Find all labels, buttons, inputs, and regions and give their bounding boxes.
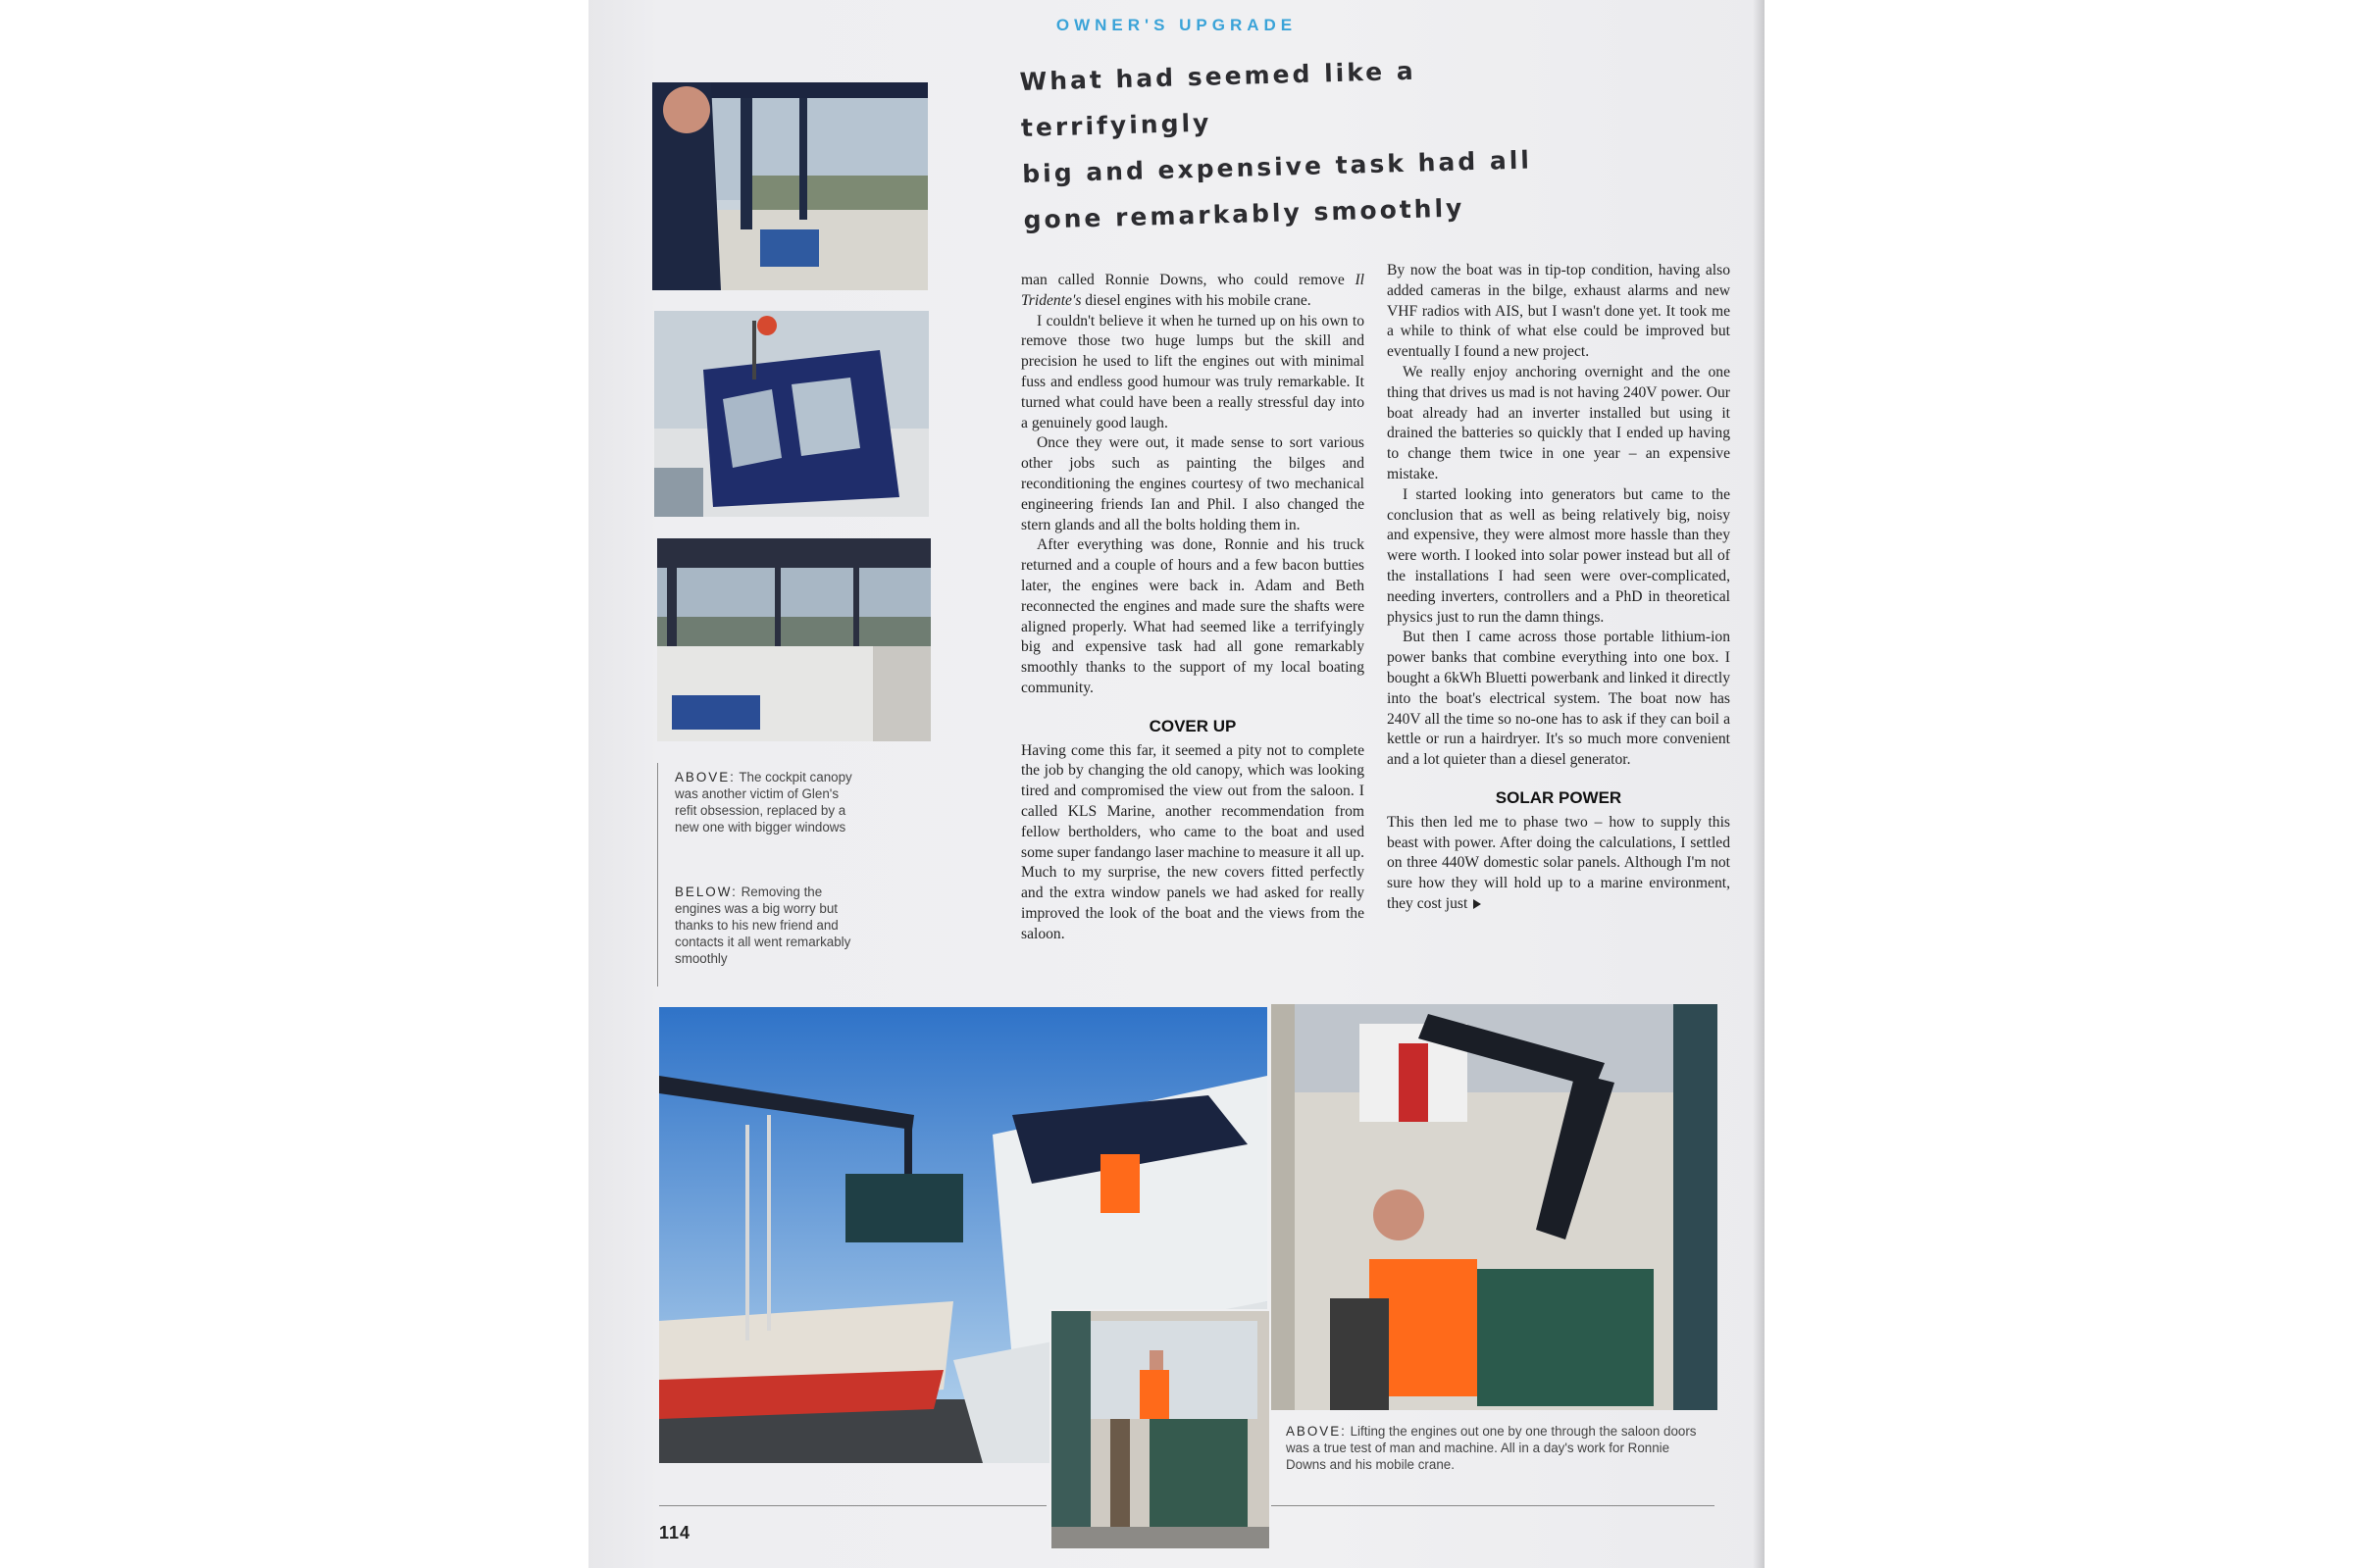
- page-number: 114: [659, 1523, 691, 1543]
- caption-above: [675, 769, 861, 835]
- photo-engine-saloon: [1049, 1309, 1271, 1550]
- photo-engine-room: [1271, 1004, 1717, 1410]
- caption-above-text: The cockpit canopy was another victim of Glen's refit obsession, replaced by a new one with bigger windows: [675, 770, 852, 835]
- col1-p1-text-a: man called Ronnie Downs, who could remove: [1021, 272, 1356, 288]
- footer-rule-right: [1271, 1505, 1714, 1506]
- col2-paragraph-4: But then I came across those portable lithium-ion power banks that combine everything into one box. I bought a 6kWh Bluetti powerbank and linked it directly into the boat's electrical system. The boat now has 240V all the time so no-one has to ask if they can boil a kettle or run a hairdryer. It's so much more convenient and a lot quieter than a diesel generator.: [1387, 629, 1730, 769]
- heading-cover-up: COVER UP: [1149, 716, 1237, 735]
- col1-p1-text-b: diesel engines with his mobile crane.: [1081, 291, 1311, 309]
- boat-name: Il Tridente's: [1021, 272, 1364, 309]
- photo-canopy-interior: [657, 538, 931, 741]
- photo-cockpit-man: [652, 82, 928, 290]
- col2-p5-text: This then led me to phase two – how to supply this beast with power. After doing the calculations, I settled on three 440W domestic solar panels. Although I'm not sure how they will hold up to a marine environment, they cost just: [1387, 813, 1730, 912]
- caption-bottom-label: ABOVE:: [1286, 1424, 1347, 1439]
- magazine-page: [588, 0, 1765, 1568]
- pull-quote-line-1: What had seemed like a terrifyingly: [1019, 56, 1417, 142]
- caption-below-label: BELOW:: [675, 885, 738, 899]
- caption-bottom-text: Lifting the engines out one by one through the saloon doors was a true test of man and machine. All in a day's work for Ronnie Downs and his mobile crane.: [1286, 1424, 1697, 1472]
- col1-paragraph-3: Once they were out, it made sense to sort various other jobs such as painting the bilges and reconditioning the engines courtesy of two mechanical engineering friends Ian and Phil. I also changed the stern glands and all the bolts holding them in.: [1021, 434, 1364, 533]
- caption-rule: [657, 763, 658, 986]
- body-column-1: [1021, 271, 1364, 945]
- col1-paragraph-1: [1021, 271, 1364, 312]
- caption-below: [675, 884, 861, 967]
- pull-quote-line-2: big and expensive task had all: [1021, 145, 1533, 188]
- caption-bottom: [1286, 1423, 1713, 1473]
- pull-quote-line-3: gone remarkably smoothly: [1023, 193, 1465, 234]
- body-column-2: [1387, 261, 1730, 915]
- col1-paragraph-5: Having come this far, it seemed a pity not to complete the job by changing the old canopy, which was looking tired and compromised the view out from the saloon. I called KLS Marine, another recommendation from fellow bertholders, who came to the boat and used some super fandango laser machine to measure it all up. Much to my surprise, the new covers fitted perfectly and the extra window panels we had asked for really improved the look of the boat and the views from the saloon.: [1021, 741, 1364, 942]
- col1-paragraph-2: I couldn't believe it when he turned up on his own to remove those two huge lumps but the skill and precision he used to lift the engines out with minimal fuss and endless good humour was truly remarkable. It turned what could have been a really stressful day into a genuinely good laugh.: [1021, 312, 1364, 431]
- col1-paragraph-4: After everything was done, Ronnie and his truck returned and a couple of hours and a few bacon butties later, the engines were back in. Adam and Beth reconnected the engines and made sure the shafts were aligned properly. What had seemed like a terrifyingly big and expensive task had all gone remarkably smoothly thanks to the support of my local boating community.: [1021, 536, 1364, 696]
- section-kicker: OWNER'S UPGRADE: [1055, 16, 1298, 34]
- footer-rule-left: [659, 1505, 1047, 1506]
- heading-solar-power: SOLAR POWER: [1495, 787, 1622, 807]
- col2-paragraph-2: We really enjoy anchoring overnight and the one thing that drives us mad is not having 240V power. Our boat already had an inverter installed but using it drained the batteries so quickly that I ended up having to change them twice in one year – an expensive mistake.: [1387, 363, 1730, 482]
- photo-canopy-exterior: [654, 311, 929, 517]
- pull-quote: [1019, 43, 1573, 243]
- caption-above-label: ABOVE:: [675, 770, 736, 784]
- continue-arrow-icon: [1473, 899, 1481, 909]
- col2-paragraph-5: [1387, 813, 1730, 915]
- caption-below-text: Removing the engines was a big worry but thanks to his new friend and contacts it all went remarkably smoothly: [675, 885, 851, 966]
- col2-paragraph-3: I started looking into generators but came to the conclusion that as well as being relatively big, noisy and expensive, they were almost more hassle than they were worth. I looked into solar power instead but all of the installations I had seen were over-complicated, needing inverters, controllers and a PhD in theoretical physics just to run the damn things.: [1387, 485, 1730, 626]
- col2-paragraph-1: By now the boat was in tip-top condition, having also added cameras in the bilge, exhaust alarms and new VHF radios with AIS, but I wasn't done yet. It took me a while to think of what else could be improved but eventually I found a new project.: [1387, 262, 1730, 361]
- page-edge-shadow: [1753, 0, 1765, 1568]
